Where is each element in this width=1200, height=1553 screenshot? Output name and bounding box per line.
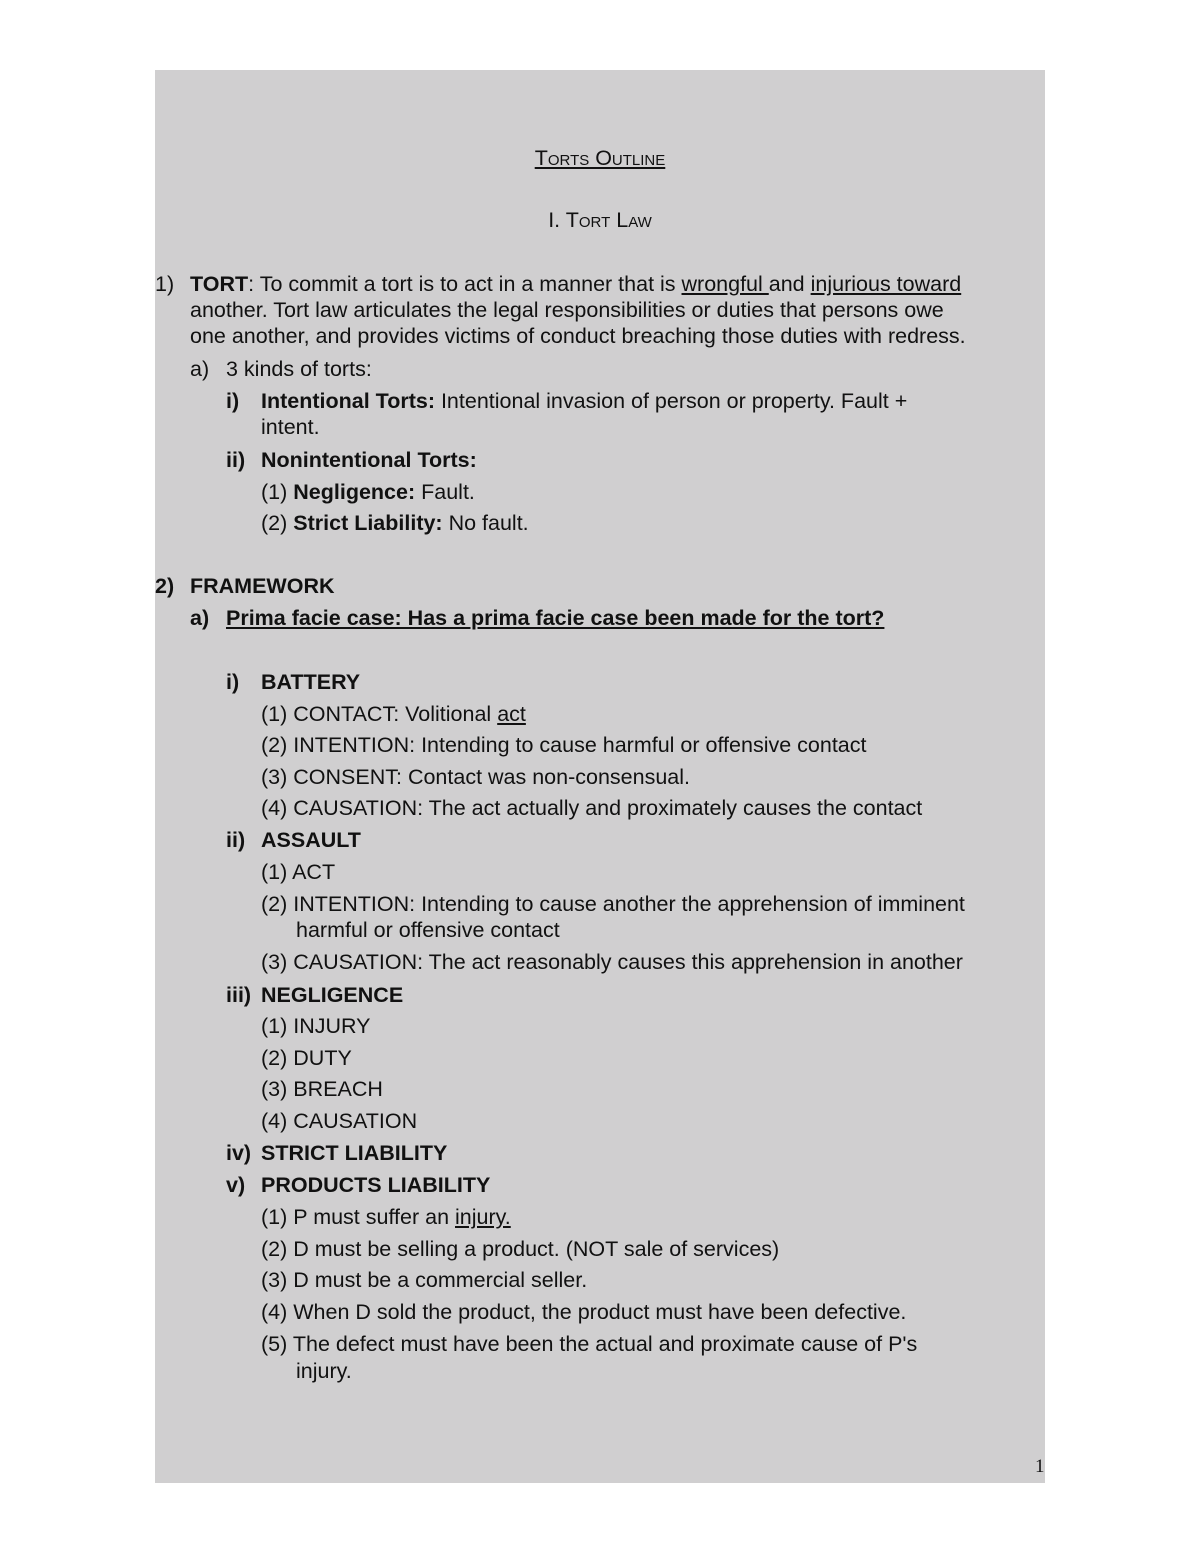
section-heading-text: I. Tort Law (548, 208, 652, 232)
sub-number (190, 605, 209, 631)
intentional-text-line2: intent. (261, 415, 320, 439)
products-liability-heading (261, 1172, 490, 1198)
products-item-continued: injury. (296, 1359, 352, 1383)
kind-term: Strict Liability: (293, 511, 443, 535)
framework-label (190, 573, 335, 599)
tort-colon: : (248, 272, 255, 296)
document-page (155, 70, 1045, 1483)
intentional-term: Intentional Torts: (261, 389, 435, 413)
item-num: (3) (261, 1268, 288, 1292)
item-underlined: act (497, 702, 526, 726)
products-num: v) (226, 1173, 246, 1197)
item-text: The defect must have been the actual and proximate cause of P's (292, 1332, 918, 1356)
item-text: ACT (292, 860, 336, 884)
item-num: (3) (261, 1077, 288, 1101)
item-num: (3) (261, 950, 288, 974)
item-num: (4) (261, 1109, 288, 1133)
assault-label: ASSAULT (261, 828, 361, 852)
roman-number (226, 1140, 251, 1166)
item-text: P must suffer an (293, 1205, 455, 1229)
tort-word-wrongful: wrongful (681, 272, 769, 296)
item-num: (2) (261, 892, 288, 916)
battery-num: i) (226, 670, 240, 694)
framework-num: 2) (155, 574, 175, 598)
strict-liability-heading (261, 1140, 447, 1166)
roman-number (226, 447, 245, 473)
negligence-label: NEGLIGENCE (261, 983, 404, 1007)
battery-item (261, 732, 866, 758)
negligence-heading (261, 982, 403, 1008)
framework-a-num: a) (190, 606, 210, 630)
negligence-kind (261, 479, 475, 505)
strict-liability-kind (261, 510, 529, 536)
kind-num: (2) (261, 511, 288, 535)
kind-text: Fault. (415, 480, 475, 504)
kind-text: No fault. (442, 511, 529, 535)
framework-text: FRAMEWORK (190, 574, 335, 598)
item-text: INTENTION: Intending to cause another the apprehension of imminent (293, 892, 965, 916)
intentional-text: Intentional invasion of person or property. Fault + (434, 389, 908, 413)
item-num: (4) (261, 1300, 288, 1324)
tort-text: To commit a tort is to act in a manner that is (254, 272, 682, 296)
products-item (261, 1236, 779, 1262)
products-label: PRODUCTS LIABILITY (261, 1173, 491, 1197)
item-num: (1) (261, 1014, 288, 1038)
item-num: (3) (261, 765, 288, 789)
prima-facie-text: Prima facie case: Has a prima facie case been made for the tort? (226, 606, 885, 630)
item-text: CONTACT: Volitional (293, 702, 498, 726)
item-text: DUTY (293, 1046, 352, 1070)
battery-item (261, 701, 526, 727)
nonintentional-term: Nonintentional Torts: (261, 448, 477, 472)
item-underlined: injury. (455, 1205, 511, 1229)
document-title (155, 145, 1045, 171)
item-num: (2) (261, 1237, 288, 1261)
item-number: 1) (155, 272, 175, 296)
tort-term: TORT (190, 272, 249, 296)
prima-facie-heading (226, 605, 884, 631)
item-num: (2) (261, 1046, 288, 1070)
item-text: D must be a commercial seller. (293, 1268, 588, 1292)
item-text: CAUSATION (293, 1109, 418, 1133)
item-text: INTENTION: Intending to cause harmful or offensive contact (293, 733, 867, 757)
item-text: BREACH (293, 1077, 383, 1101)
tort-word-injurious: injurious toward (810, 272, 962, 296)
assault-heading (261, 827, 361, 853)
roman-number (226, 388, 239, 414)
negligence-num: iii) (226, 983, 252, 1007)
strict-num: iv) (226, 1141, 252, 1165)
products-item (261, 1331, 917, 1357)
roman-i: i) (226, 389, 240, 413)
tort-definition-line2: another. Tort law articulates the legal responsibilities or duties that persons owe (190, 298, 944, 322)
item-text: When D sold the product, the product must have been defective. (293, 1300, 907, 1324)
battery-item (261, 795, 922, 821)
item-text: CAUSATION: The act reasonably causes this apprehension in another (293, 950, 963, 974)
roman-number (226, 1172, 245, 1198)
assault-item (261, 891, 965, 917)
roman-number (226, 982, 251, 1008)
item-num: (1) (261, 860, 288, 884)
item-text: INJURY (293, 1014, 371, 1038)
kind-num: (1) (261, 480, 288, 504)
assault-num: ii) (226, 828, 246, 852)
item-number (155, 573, 174, 599)
assault-item (261, 859, 335, 885)
negligence-item (261, 1076, 383, 1102)
intentional-torts (261, 388, 907, 414)
item-num: (5) (261, 1332, 288, 1356)
title-text: Torts Outline (534, 146, 666, 170)
roman-number (226, 827, 245, 853)
item-text: CONSENT: Contact was non-consensual. (293, 765, 690, 789)
tort-definition-line3: one another, and provides victims of conduct breaching those duties with redress. (190, 324, 966, 348)
tort-definition-line1 (190, 271, 961, 297)
roman-number (226, 669, 239, 695)
products-item (261, 1204, 511, 1230)
strict-label: STRICT LIABILITY (261, 1141, 448, 1165)
kinds-label: 3 kinds of torts: (226, 357, 372, 381)
battery-label: BATTERY (261, 670, 361, 694)
assault-item (261, 949, 963, 975)
products-item (261, 1299, 906, 1325)
roman-ii: ii) (226, 448, 246, 472)
kind-term: Negligence: (293, 480, 416, 504)
negligence-item (261, 1045, 352, 1071)
assault-item-continued: harmful or offensive contact (296, 918, 560, 942)
item-text: D must be selling a product. (NOT sale of services) (293, 1237, 780, 1261)
sub-number: a) (190, 357, 210, 381)
section-heading (155, 207, 1045, 233)
item-num: (1) (261, 1205, 288, 1229)
negligence-item (261, 1108, 417, 1134)
item-num: (4) (261, 796, 288, 820)
item-text: CAUSATION: The act actually and proximately causes the contact (293, 796, 923, 820)
battery-item (261, 764, 690, 790)
negligence-item (261, 1013, 371, 1039)
page-number: 1 (1035, 1456, 1045, 1477)
battery-heading (261, 669, 360, 695)
item-num: (1) (261, 702, 288, 726)
item-num: (2) (261, 733, 288, 757)
products-item (261, 1267, 587, 1293)
nonintentional-torts (261, 447, 477, 473)
tort-text-and: and (768, 272, 811, 296)
